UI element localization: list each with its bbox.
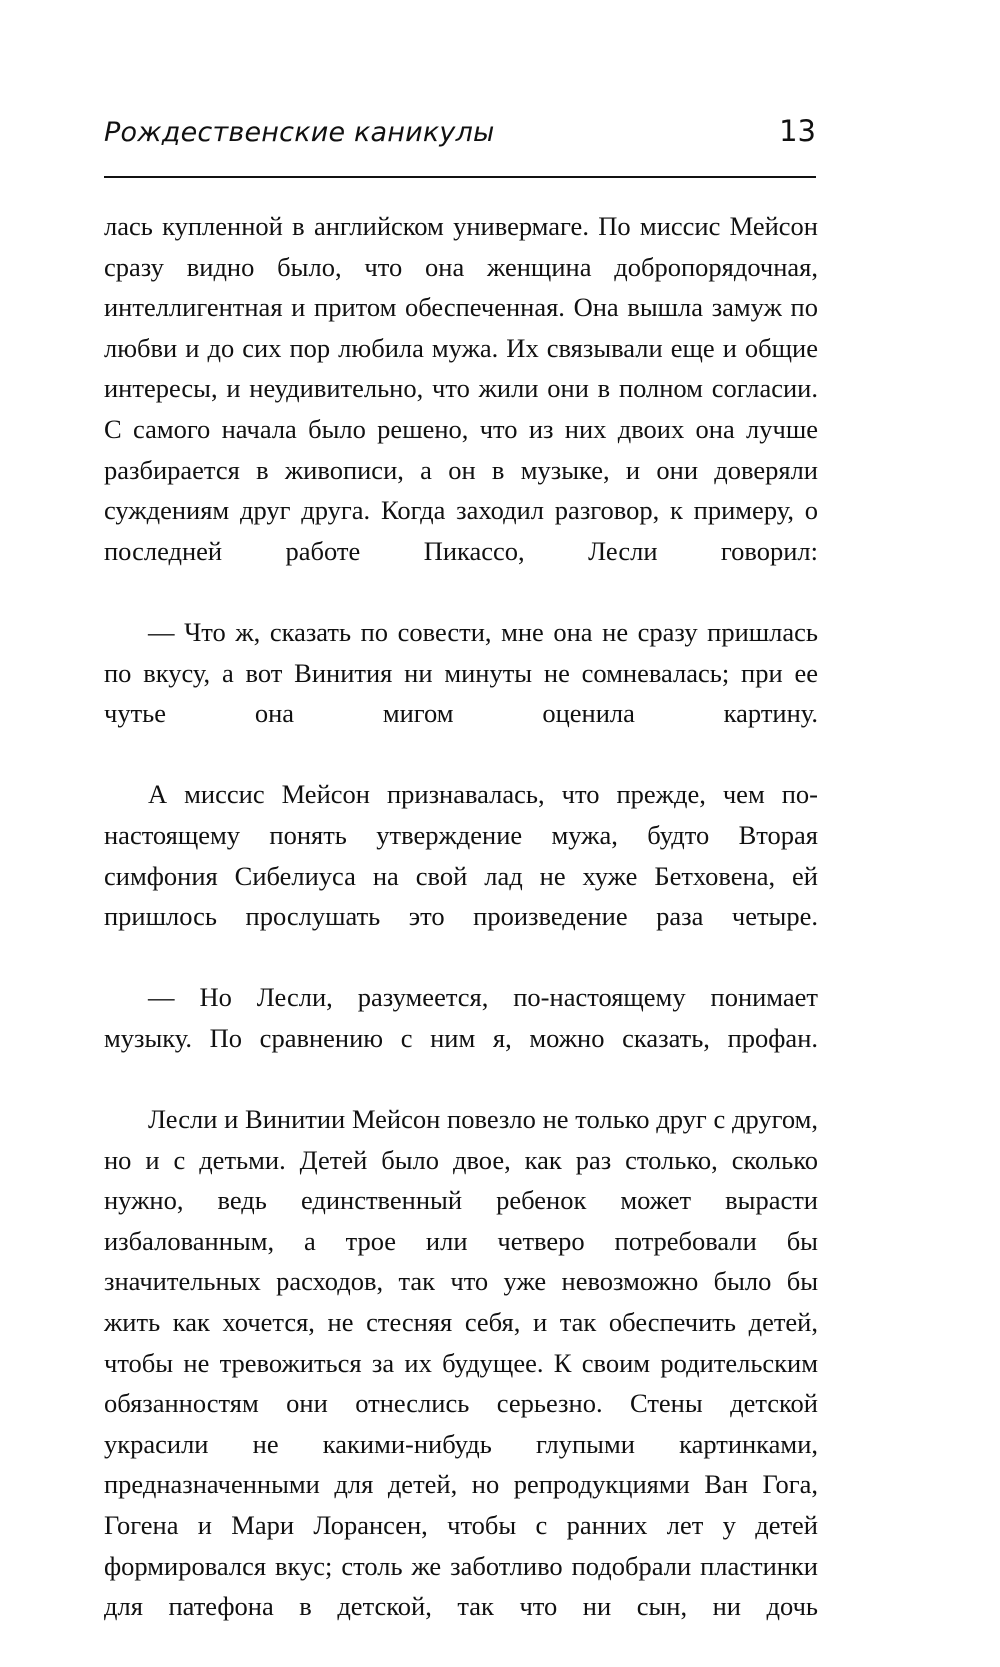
paragraph-body: А миссис Мейсон признавалась, что прежде, чем по-настоящему понять утверждение мужа, будто Вторая симфония Сибелиуса на свой лад не хуже Бетховена, ей пришлось прослушать это произведение раза четыре.: [104, 779, 818, 932]
running-title: Рождественские каникулы: [104, 117, 495, 148]
paragraph-body: Лесли и Винитии Мейсон повезло не только друг с другом, но и с детьми. Детей было двое, как раз столько, сколько нужно, ведь единственный ребенок может вырасти избалованным, а трое или четверо потребовали бы значительных расходов, так что уже невозможно было бы жить как хочется, не стесняя себя, и так обеспечить детей, чтобы не тревожиться за их будущее. К своим родительским обязанностям они отнеслись серьезно. Стены детской украсили не какими-нибудь глупыми картинками, предназначенными для детей, но репродукциями Ван Гога, Гогена и Мари Лорансен, чтобы с ранних лет у детей формировался вкус; столь же заботливо подобрали пластинки для патефона в детской, так что ни сын, ни дочь: [104, 1104, 818, 1622]
page-number: 13: [779, 114, 816, 148]
page-header: [104, 114, 816, 148]
paragraph-dialogue: — Что ж, сказать по совести, мне она не сразу пришлась по вкусу, а вот Винития ни минуты не сомневалась; при ее чутье она мигом оценила картину.: [104, 616, 818, 729]
page-body: [104, 206, 818, 1667]
header-divider: [104, 176, 816, 178]
paragraph-dialogue: — Но Лесли, разумеется, по-настоящему понимает музыку. По сравнению с ним я, можно сказать, профан.: [104, 982, 818, 1053]
paragraph-continued: лась купленной в английском универмаге. По миссис Мейсон сразу видно было, что она женщина добропорядочная, интеллигентная и притом обеспеченная. Она вышла замуж по любви и до сих пор любила мужа. Их связывали еще и общие интересы, и неудивительно, что жили они в полном согласии. С самого начала было решено, что из них двоих она лучше разбирается в живописи, а он в музыке, и они доверяли суждениям друг друга. Когда заходил разговор, к примеру, о последней работе Пикассо, Лесли говорил:: [104, 211, 818, 566]
